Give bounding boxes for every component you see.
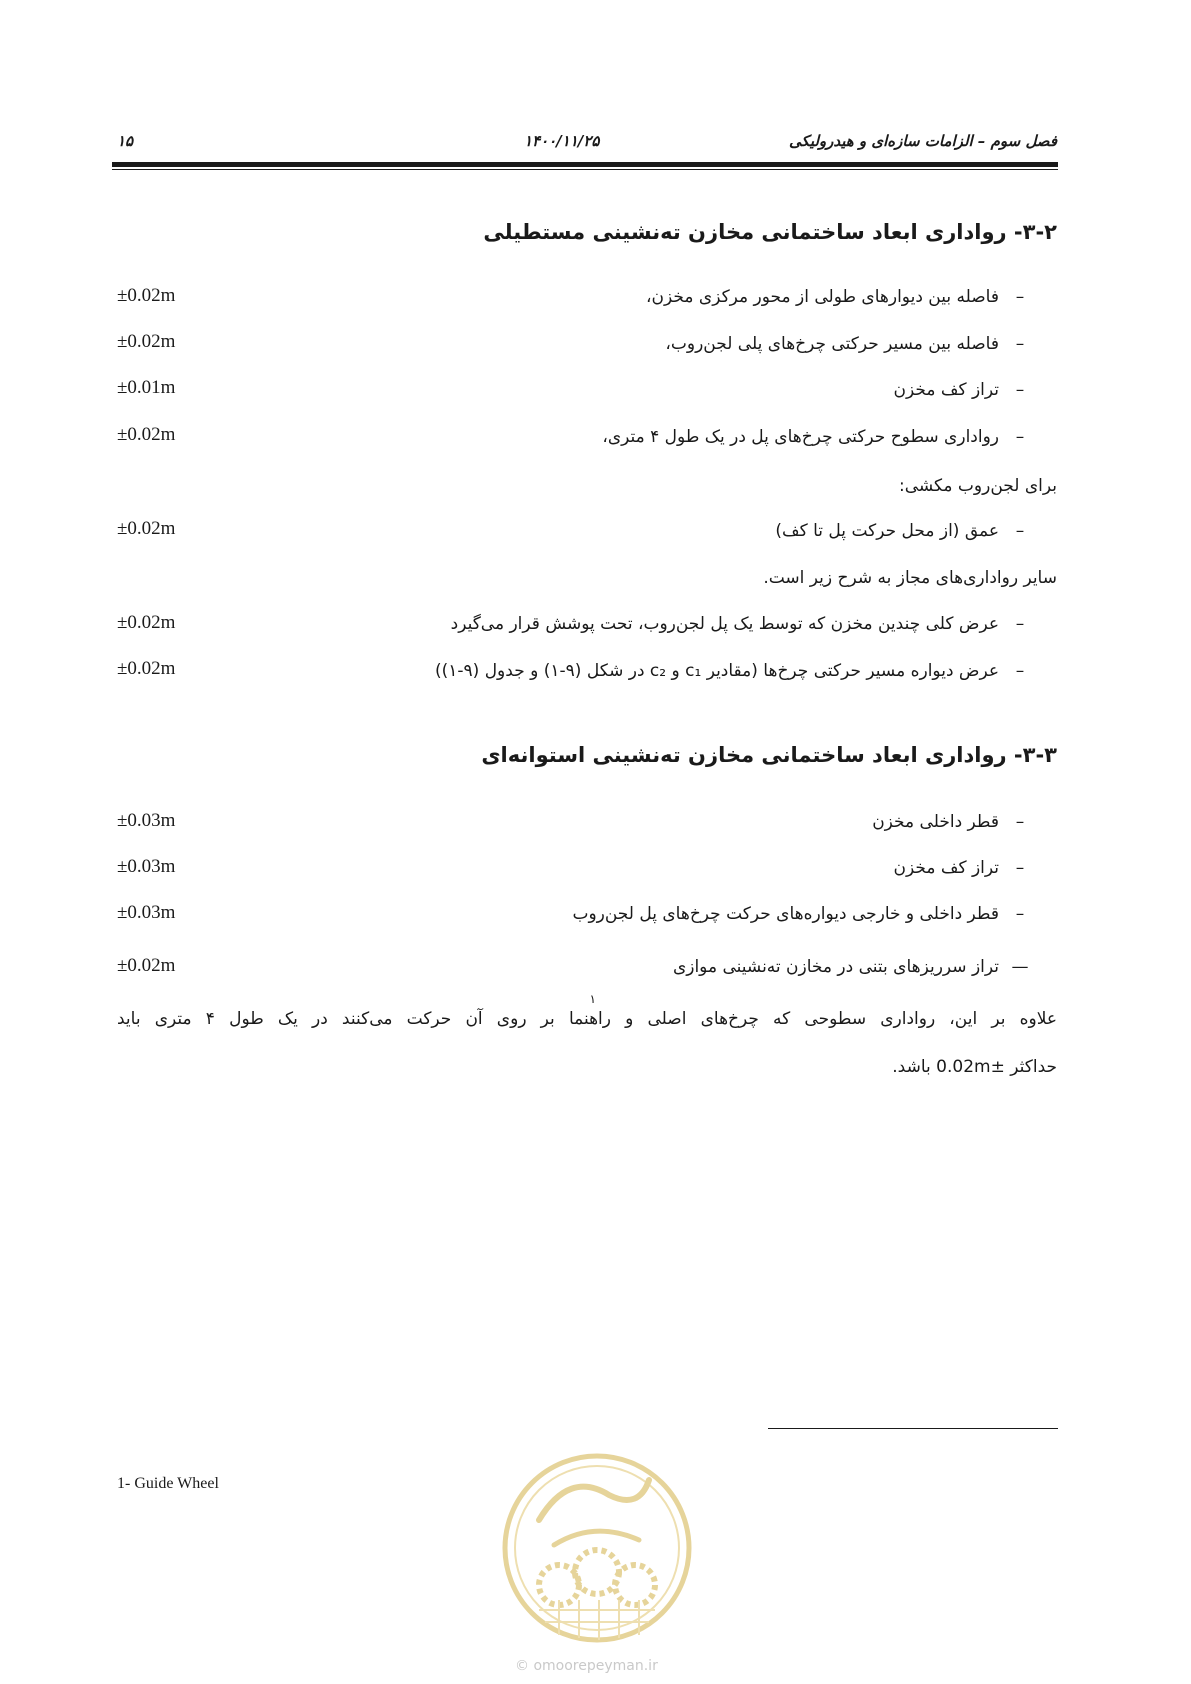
- watermark-site-text: omoorepeyman.ir: [533, 1658, 658, 1674]
- tolerance-value: ±0.02m: [117, 658, 176, 679]
- paragraph-line-2: حداکثر ±0.02m باشد.: [892, 1057, 1057, 1077]
- footnote-ref: ۱: [589, 992, 596, 1006]
- tolerance-value: ±0.02m: [117, 955, 176, 976]
- list-dash: –: [1015, 380, 1025, 400]
- section-heading-cylindrical: ۳-۳- رواداری ابعاد ساختمانی مخازن ته‌نشینی استوانه‌ای: [481, 743, 1057, 767]
- list-item-text: عمق (از محل حرکت پل تا کف): [775, 521, 999, 541]
- list-item: [435, 661, 1031, 681]
- list-item: [602, 427, 1031, 447]
- tolerance-value: ±0.02m: [117, 612, 176, 633]
- list-dash: –: [1015, 858, 1025, 878]
- tolerance-value: ±0.02m: [117, 518, 176, 539]
- list-dash: —: [1011, 957, 1029, 977]
- tolerance-value: ±0.02m: [117, 285, 176, 306]
- list-item-text: قطر داخلی و خارجی دیواره‌های حرکت چرخ‌های پل لجن‌روب: [572, 904, 999, 924]
- tolerance-value: ±0.02m: [117, 331, 176, 352]
- header-rule-thick: [112, 162, 1058, 167]
- other-intro: سایر رواداری‌های مجاز به شرح زیر است.: [763, 568, 1057, 588]
- tolerance-value: ±0.03m: [117, 856, 176, 877]
- page-number: ۱۵: [117, 132, 134, 150]
- suction-intro: برای لجن‌روب مکشی:: [898, 476, 1057, 496]
- list-dash: –: [1015, 614, 1025, 634]
- list-item: [673, 957, 1031, 977]
- list-item: [894, 858, 1032, 878]
- tolerance-value: ±0.03m: [117, 902, 176, 923]
- list-item-text: تراز سرریزهای بتنی در مخازن ته‌نشینی موازی: [672, 957, 999, 977]
- list-dash: –: [1015, 904, 1025, 924]
- list-item-text: تراز کف مخزن: [893, 858, 999, 878]
- list-item: [572, 904, 1031, 924]
- list-dash: –: [1015, 812, 1025, 832]
- tolerance-value: ±0.02m: [117, 424, 176, 445]
- watermark-seal-icon: [499, 1450, 695, 1650]
- header-rule-thin: [112, 169, 1058, 170]
- list-item: [665, 334, 1031, 354]
- paragraph-text: علاوه بر این، رواداری سطوحی که چرخ‌های اصلی و راهنما بر روی آن حرکت می‌کنند در یک طول ۴ متری باید: [117, 1009, 1058, 1029]
- list-item-text: عرض دیواره مسیر حرکتی چرخ‌ها (مقادیر c₁ و c₂ در شکل (۹-۱) و جدول (۹-۱)): [434, 661, 999, 681]
- paragraph-line-1: [117, 1009, 1057, 1029]
- list-dash: –: [1015, 334, 1025, 354]
- list-item-text: تراز کف مخزن: [893, 380, 999, 400]
- header-date: ۱۴۰۰/۱۱/۲۵: [524, 132, 600, 150]
- list-item-text: رواداری سطوح حرکتی چرخ‌های پل در یک طول ۴ متری،: [602, 427, 999, 447]
- chapter-title: فصل سوم – الزامات سازه‌ای و هیدرولیکی: [789, 132, 1057, 150]
- list-item: [451, 614, 1031, 634]
- list-item: [646, 287, 1031, 307]
- list-item: [894, 380, 1032, 400]
- list-dash: –: [1015, 521, 1025, 541]
- list-item: [775, 521, 1031, 541]
- list-dash: –: [1015, 427, 1025, 447]
- watermark-site: [515, 1658, 658, 1674]
- list-item-text: عرض کلی چندین مخزن که توسط یک پل لجن‌روب، تحت پوشش قرار می‌گیرد: [450, 614, 999, 634]
- list-item: [872, 812, 1031, 832]
- copyright-icon: ©: [515, 1658, 529, 1674]
- list-item-text: فاصله بین مسیر حرکتی چرخ‌های پلی لجن‌روب،: [665, 334, 999, 354]
- list-dash: –: [1015, 287, 1025, 307]
- footnote: 1- Guide Wheel: [117, 1475, 219, 1492]
- list-dash: –: [1015, 661, 1025, 681]
- tolerance-value: ±0.03m: [117, 810, 176, 831]
- list-item-text: قطر داخلی مخزن: [872, 812, 999, 832]
- section-heading-rectangular: ۳-۲- رواداری ابعاد ساختمانی مخازن ته‌نشینی مستطیلی: [483, 220, 1057, 244]
- list-item-text: فاصله بین دیوارهای طولی از محور مرکزی مخزن،: [646, 287, 999, 307]
- tolerance-value: ±0.01m: [117, 377, 176, 398]
- footnote-rule: [768, 1428, 1058, 1429]
